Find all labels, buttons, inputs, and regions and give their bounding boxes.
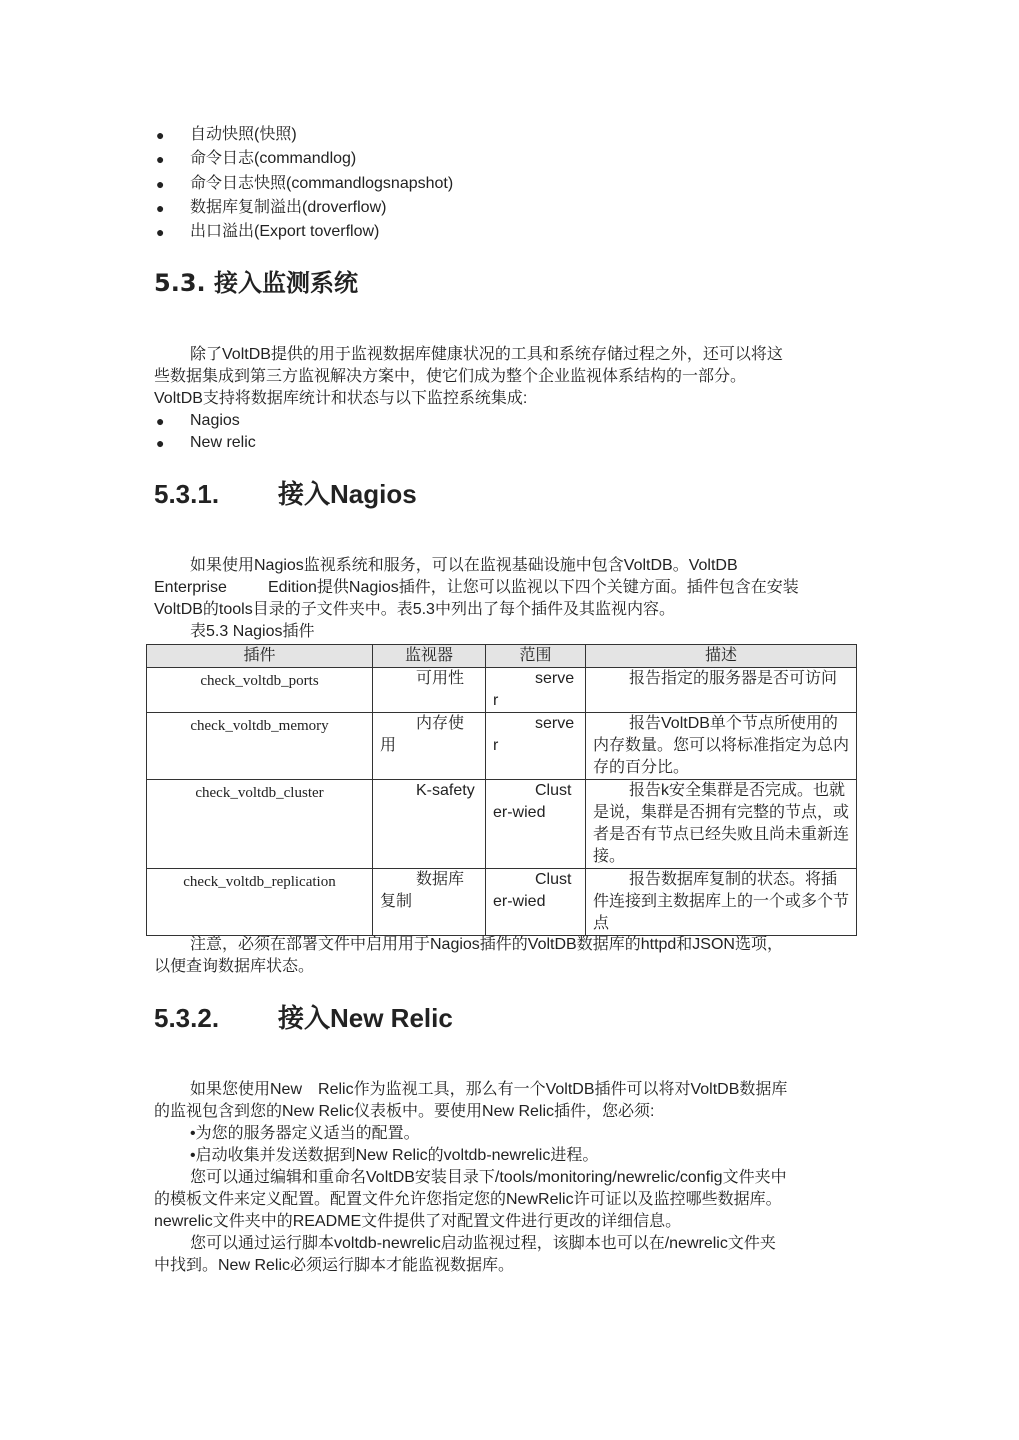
list-item: 命令日志快照(commandlogsnapshot) — [190, 175, 454, 192]
paragraph-line: 除了VoltDB提供的用于监视数据库健康状况的工具和系统存储过程之外，还可以将这 — [190, 346, 783, 363]
note-line: 以便查询数据库状态。 — [154, 958, 315, 975]
description-cell: 报告指定的服务器是否可访问 — [586, 668, 857, 713]
table-header-cell: 监视器 — [373, 645, 486, 668]
plugin-name-cell: check_voltdb_cluster — [147, 780, 373, 869]
plugin-name-cell: check_voltdb_memory — [147, 713, 373, 780]
paragraph-line: 如果使用Nagios监视系统和服务，可以在监视基础设施中包含VoltDB。VoltDB — [190, 557, 738, 574]
table-row — [147, 713, 857, 780]
scope-cell: Cluster-wied — [486, 869, 586, 936]
table-row — [147, 869, 857, 936]
section-5-3-2-title: 接入New Relic — [278, 1003, 453, 1033]
paragraph-line: 您可以通过编辑和重命名VoltDB安装目录下/tools/monitoring/newrelic/config文件夹中 — [190, 1169, 787, 1186]
scope-cell: server — [486, 713, 586, 780]
paragraph-line: •启动收集并发送数据到New Relic的voltdb-newrelic进程。 — [190, 1147, 599, 1164]
nagios-plugins-table — [146, 644, 857, 936]
monitor-cell: 数据库复制 — [373, 869, 486, 936]
bullet-icon: ● — [156, 413, 165, 429]
list-item: New relic — [190, 434, 256, 451]
list-item: 出口溢出(Export toverflow) — [190, 223, 380, 240]
table-header-cell: 描述 — [586, 645, 857, 668]
bullet-icon: ● — [156, 435, 165, 451]
description-cell: 报告VoltDB单个节点所使用的内存数量。您可以将标准指定为总内存的百分比。 — [586, 713, 857, 780]
bullet-icon: ● — [156, 127, 165, 143]
plugin-name-cell: check_voltdb_ports — [147, 668, 373, 713]
bullet-icon: ● — [156, 224, 165, 240]
list-item: 数据库复制溢出(droverflow) — [190, 199, 387, 216]
table-row — [147, 780, 857, 869]
description-cell: 报告数据库复制的状态。将插件连接到主数据库上的一个或多个节点 — [586, 869, 857, 936]
table-header-cell: 插件 — [147, 645, 373, 668]
table-caption: 表5.3 Nagios插件 — [190, 623, 315, 640]
paragraph-line: Edition提供Nagios插件，让您可以监视以下四个关键方面。插件包含在安装 — [268, 579, 799, 596]
note-line: 注意，必须在部署文件中启用用于Nagios插件的VoltDB数据库的httpd和JSON选项， — [190, 936, 783, 953]
paragraph-line: 如果您使用New Relic作为监视工具，那么有一个VoltDB插件可以将对VoltDB数据库 — [190, 1081, 788, 1098]
paragraph-line: 中找到。New Relic必须运行脚本才能监视数据库。 — [154, 1257, 515, 1274]
description-cell: 报告k安全集群是否完成。也就是说，集群是否拥有完整的节点，或者是否有节点已经失败且尚未重新连接。 — [586, 780, 857, 869]
bullet-icon: ● — [156, 151, 165, 167]
section-5-3-1-number: 5.3.1. — [154, 479, 220, 509]
paragraph-line: Enterprise — [154, 579, 227, 596]
section-5-3-1-title: 接入Nagios — [278, 479, 417, 509]
paragraph-line: 您可以通过运行脚本voltdb-newrelic启动监视过程，该脚本也可以在/newrelic文件夹 — [190, 1235, 776, 1252]
paragraph-line: •为您的服务器定义适当的配置。 — [190, 1125, 420, 1142]
paragraph-line: VoltDB的tools目录的子文件夹中。表5.3中列出了每个插件及其监视内容。 — [154, 601, 675, 618]
list-item: 命令日志(commandlog) — [190, 150, 357, 167]
list-item: Nagios — [190, 412, 240, 429]
list-item: 自动快照(快照) — [190, 126, 297, 143]
paragraph-line: VoltDB支持将数据库统计和状态与以下监控系统集成: — [154, 390, 528, 407]
table-row — [147, 668, 857, 713]
bullet-icon: ● — [156, 176, 165, 192]
section-5-3-2-number: 5.3.2. — [154, 1003, 220, 1033]
section-5-3-heading: 5.3. 接入监测系统 — [154, 269, 358, 297]
scope-cell: Cluster-wied — [486, 780, 586, 869]
paragraph-line: 的模板文件来定义配置。配置文件允许您指定您的NewRelic许可证以及监控哪些数据库。 — [154, 1191, 782, 1208]
paragraph-line: 些数据集成到第三方监视解决方案中，使它们成为整个企业监视体系结构的一部分。 — [154, 368, 747, 385]
plugin-name-cell: check_voltdb_replication — [147, 869, 373, 936]
monitor-cell: 可用性 — [373, 668, 486, 713]
monitor-cell: K-safety — [373, 780, 486, 869]
table-header-row — [147, 645, 857, 668]
table-header-cell: 范围 — [486, 645, 586, 668]
paragraph-line: 的监视包含到您的New Relic仪表板中。要使用New Relic插件，您必须: — [154, 1103, 655, 1120]
bullet-icon: ● — [156, 200, 165, 216]
scope-cell: server — [486, 668, 586, 713]
monitor-cell: 内存使用 — [373, 713, 486, 780]
paragraph-line: newrelic文件夹中的README文件提供了对配置文件进行更改的详细信息。 — [154, 1213, 682, 1230]
